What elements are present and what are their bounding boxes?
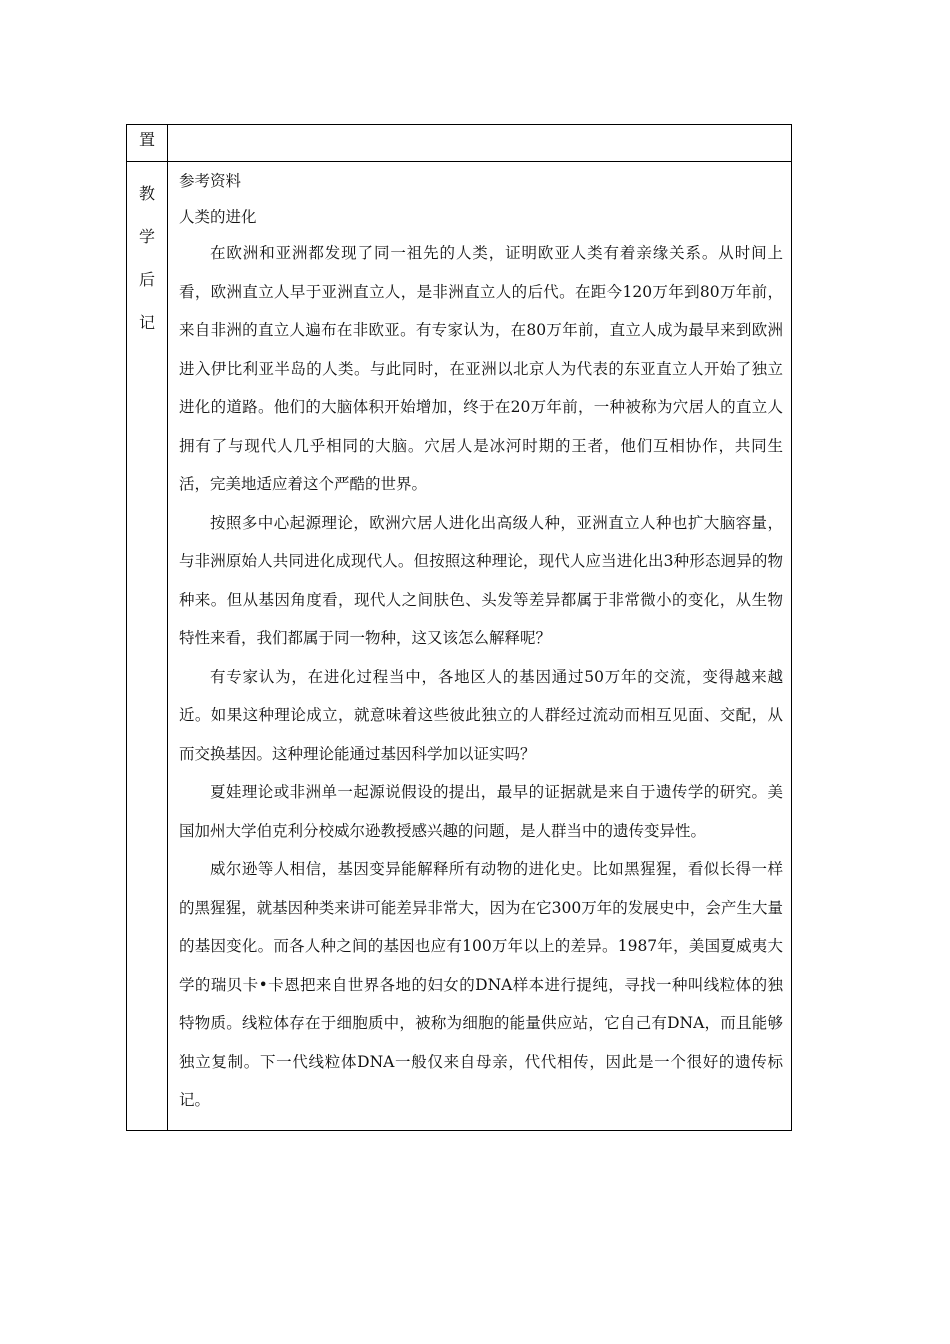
paragraph: 按照多中心起源理论，欧洲穴居人进化出高级人种，亚洲直立人种也扩大脑容量，与非洲原始人共同进化成现代人。但按照这种理论，现代人应当进化出3种形态迥异的物种来。但从基因角度看，现代人之间肤色、头发等差异都属于非常微小的变化，从生物特性来看，我们都属于同一物种，这又该怎么解释呢？ (179, 513, 783, 647)
side-label (127, 162, 167, 344)
top-content-cell (168, 125, 792, 162)
side-label-char: 学 (138, 227, 155, 246)
paragraph: 威尔逊等人相信，基因变异能解释所有动物的进化史。比如黑猩猩，看似长得一样的黑猩猩，就基因种类来讲可能差异非常大，因为在它300万年的发展史中，会产生大量的基因变化。而各人种之间的基因也应有100万年以上的差异。1987年，美国夏威夷大学的瑞贝卡•卡恩把来自世界各地的妇女的DNA样本进行提纯，寻找一种叫线粒体的独特物质。线粒体存在于细胞质中，被称为细胞的能量供应站，它自己有DNA，而且能够独立复制。下一代线粒体DNA一般仅来自母亲，代代相传，因此是一个很好的遗传标记。 (179, 860, 783, 1109)
side-label-cell (127, 162, 168, 1131)
table-row (127, 162, 792, 1131)
table-row (127, 125, 792, 162)
top-label-cell (127, 125, 168, 162)
content-cell (168, 162, 792, 1131)
paragraph: 在欧洲和亚洲都发现了同一祖先的人类，证明欧亚人类有着亲缘关系。从时间上看，欧洲直立人早于亚洲直立人，是非洲直立人的后代。在距今120万年到80万年前，来自非洲的直立人遍布在非欧亚。有专家认为，在80万年前，直立人成为最早来到欧洲进入伊比利亚半岛的人类。与此同时，在亚洲以北京人为代表的东亚直立人开始了独立进化的道路。他们的大脑体积开始增加，终于在20万年前，一种被称为穴居人的直立人拥有了与现代人几乎相同的大脑。穴居人是冰河时期的王者，他们互相协作，共同生活，完美地适应着这个严酷的世界。 (179, 244, 783, 493)
article-title: 人类的进化 (179, 208, 257, 226)
paragraph: 夏娃理论或非洲单一起源说假设的提出，最早的证据就是来自于遗传学的研究。美国加州大学伯克利分校威尔逊教授感兴趣的问题，是人群当中的遗传变异性。 (179, 783, 783, 840)
side-label-char: 后 (138, 270, 155, 289)
lesson-plan-table (126, 124, 792, 1131)
side-label-char: 教 (138, 184, 155, 203)
top-label: 置 (138, 130, 155, 149)
side-label-char: 记 (138, 313, 155, 332)
section-label: 参考资料 (179, 172, 242, 190)
paragraph: 有专家认为，在进化过程当中，各地区人的基因通过50万年的交流，变得越来越近。如果这种理论成立，就意味着这些彼此独立的人群经过流动而相互见面、交配，从而交换基因。这种理论能通过基因科学加以证实吗？ (179, 667, 783, 763)
